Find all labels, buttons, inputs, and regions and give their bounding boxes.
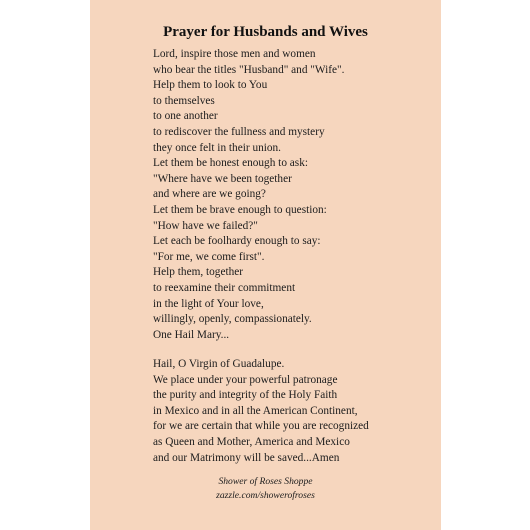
prayer-line: Lord, inspire those men and women <box>153 48 316 60</box>
prayer-stanza-1 <box>153 47 344 343</box>
prayer-line: to rediscover the fullness and mystery <box>153 125 325 138</box>
prayer-line: and where are we going? <box>153 188 266 201</box>
prayer-line: the purity and integrity of the Holy Faith <box>153 389 338 402</box>
prayer-line: to reexamine their commitment <box>153 281 296 294</box>
prayer-line: Hail, O Virgin of Guadalupe. <box>153 358 285 370</box>
prayer-line: in the light of Your love, <box>153 297 264 310</box>
prayer-line: "Where have we been together <box>153 172 292 185</box>
prayer-line: Let them be brave enough to question: <box>153 203 327 216</box>
prayer-line: as Queen and Mother, America and Mexico <box>153 435 350 448</box>
flyer-page <box>90 0 441 530</box>
prayer-stanza-2 <box>153 357 369 466</box>
prayer-line: "How have we failed?" <box>153 219 258 232</box>
prayer-line: willingly, openly, compassionately. <box>153 313 312 326</box>
shop-name: Shower of Roses Shoppe <box>218 476 313 487</box>
prayer-line: they once felt in their union. <box>153 141 281 154</box>
prayer-line: in Mexico and in all the American Continent, <box>153 404 358 417</box>
prayer-line: Help them to look to You <box>153 79 268 92</box>
prayer-line: and our Matrimony will be saved...Amen <box>153 451 340 464</box>
prayer-line: One Hail Mary... <box>153 328 230 341</box>
shop-url: zazzle.com/showerofroses <box>216 490 315 501</box>
prayer-line: for we are certain that while you are recognized <box>153 420 369 433</box>
prayer-title: Prayer for Husbands and Wives <box>163 24 368 40</box>
prayer-line: to themselves <box>153 94 215 107</box>
prayer-line: "For me, we come first". <box>153 250 265 263</box>
prayer-line: who bear the titles "Husband" and "Wife". <box>153 63 345 76</box>
prayer-line: We place under your powerful patronage <box>153 373 338 386</box>
prayer-line: Let them be honest enough to ask: <box>153 157 308 170</box>
prayer-line: Help them, together <box>153 266 244 279</box>
prayer-line: Let each be foolhardy enough to say: <box>153 235 321 248</box>
prayer-line: to one another <box>153 110 218 123</box>
